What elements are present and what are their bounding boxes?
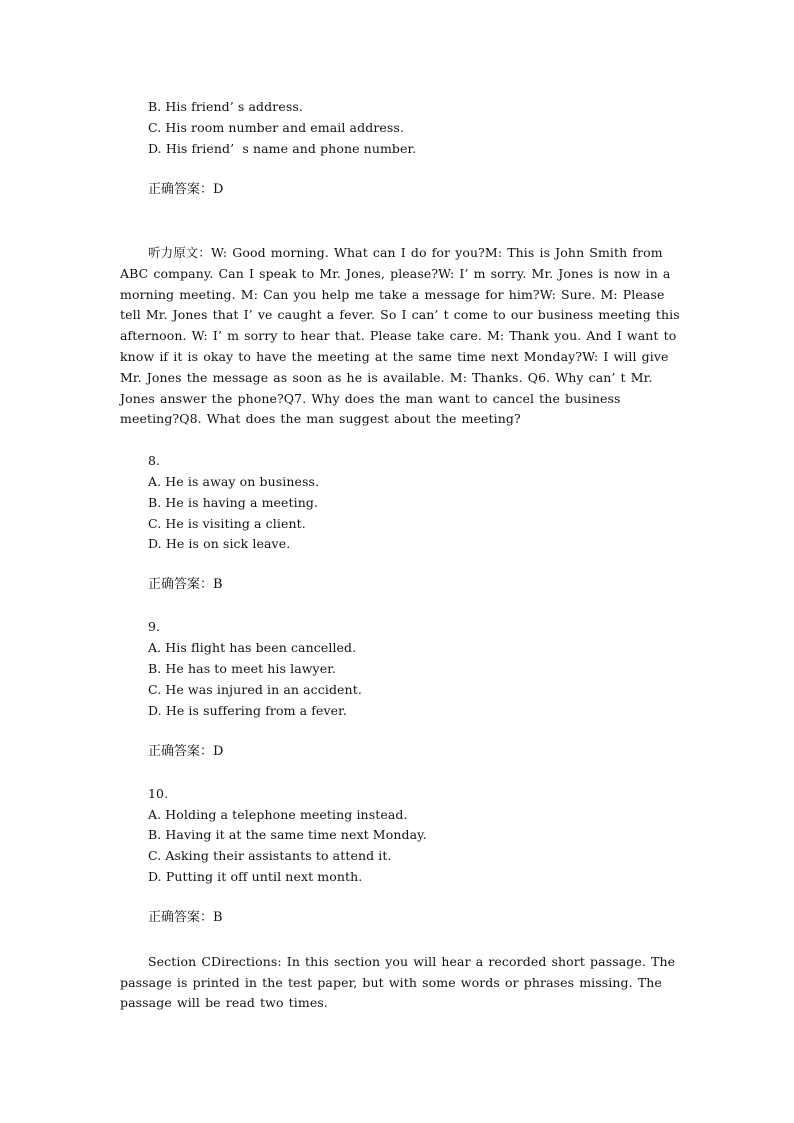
q7-option-b: B. His friend’ s address. [148, 99, 303, 114]
q8-option-c: C. He is visiting a client. [148, 516, 306, 531]
q10-option-a: A. Holding a telephone meeting instead. [148, 807, 408, 822]
q7-option-c: C. His room number and email address. [148, 120, 404, 135]
q10-correct-answer: 正确答案：B [148, 910, 223, 925]
q9-option-d: D. He is suffering from a fever. [148, 703, 347, 718]
q8-option-a: A. He is away on business. [148, 474, 320, 489]
q9-correct-answer: 正确答案：D [148, 744, 224, 759]
q10-option-d: D. Putting it off until next month. [148, 869, 363, 884]
q10-number: 10. [148, 786, 169, 801]
q9-option-c: C. He was injured in an accident. [148, 682, 362, 697]
transcript-text: 听力原文：W: Good morning. What can I do for you?M: This is John Smith from ABC company. Can I speak to Mr. Jones, please?W: I’ m sorry. Mr. Jones is now in a morning meeting. M: Can you help me take a message for him?W: Sure. M: Please tell Mr. Jones that I’ ve caught a fever. So I can’ t come to our business meeting this afternoon. W: I’ m sorry to hear that. Please take care. M: Thank you. And I want to know if it is okay to have the meeting at the same time next Monday?W: I will give Mr. Jones the message as soon as he is available. M: Thanks. Q6. Why can’ t Mr. Jones answer the phone?Q7. Why does the man want to cancel the business meeting?Q8. What does the man suggest about the meeting? [120, 245, 680, 427]
q8-number: 8. [148, 453, 161, 468]
q9-number: 9. [148, 619, 161, 634]
listening-transcript [120, 243, 680, 430]
q9-option-b: B. He has to meet his lawyer. [148, 661, 336, 676]
q8-correct-answer: 正确答案：B [148, 577, 223, 592]
q9-option-a: A. His flight has been cancelled. [148, 640, 357, 655]
q8-option-b: B. He is having a meeting. [148, 495, 319, 510]
q7-correct-answer: 正确答案：D [148, 182, 224, 197]
section-c-text: Section CDirections: In this section you will hear a recorded short passage. The passage is printed in the test paper, but with some words or phrases missing. The passage will be read two times. [120, 954, 676, 1010]
q7-option-d: D. His friend’ s name and phone number. [148, 141, 417, 156]
q8-option-d: D. He is on sick leave. [148, 536, 291, 551]
q10-option-c: C. Asking their assistants to attend it. [148, 848, 392, 863]
q10-option-b: B. Having it at the same time next Monday. [148, 827, 427, 842]
section-c-directions [120, 952, 680, 1014]
